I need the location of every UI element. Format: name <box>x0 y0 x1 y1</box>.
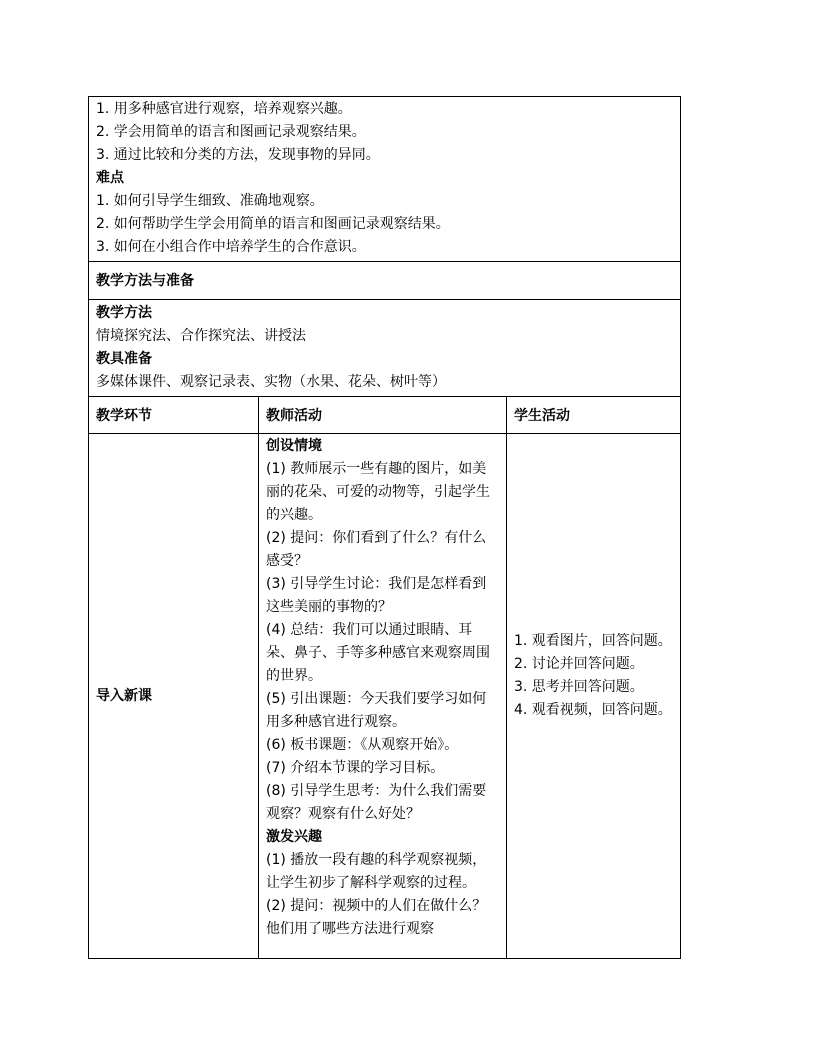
teacher-item: (2) 提问：视频中的人们在做什么？他们用了哪些方法进行观察 <box>266 898 487 937</box>
goals-row <box>89 97 681 262</box>
teacher-item: (4) 总结：我们可以通过眼睛、耳朵、鼻子、手等多种感官来观察周围的世界。 <box>266 622 490 684</box>
methods-cell <box>89 300 681 397</box>
teacher-item: (1) 播放一段有趣的科学观察视频，让学生初步了解科学观察的过程。 <box>266 852 487 891</box>
student-activity-cell <box>507 434 681 959</box>
lesson-plan-table <box>88 96 681 959</box>
teacher-activity-cell <box>259 434 507 959</box>
table-header-row <box>89 397 681 434</box>
stage-cell: 导入新课 <box>89 434 259 959</box>
student-item: 2. 讨论并回答问题。 <box>514 656 644 672</box>
teacher-item: (1) 教师展示一些有趣的图片，如美丽的花朵、可爱的动物等，引起学生的兴趣。 <box>266 461 490 523</box>
teacher-item: (6) 板书课题：《从观察开始》。 <box>266 737 459 753</box>
methods-title: 教学方法与准备 <box>89 262 681 300</box>
table-row <box>89 434 681 959</box>
methods-title-row <box>89 262 681 300</box>
document-page <box>88 96 680 959</box>
teacher-item: (3) 引导学生讨论：我们是怎样看到这些美丽的事物的？ <box>266 576 487 615</box>
difficulty-item: 2. 如何帮助学生学会用简单的语言和图画记录观察结果。 <box>96 216 450 232</box>
tools-text: 多媒体课件、观察记录表、实物（水果、花朵、树叶等） <box>96 374 446 390</box>
methods-text: 情境探究法、合作探究法、讲授法 <box>96 328 306 344</box>
goal-item: 1. 用多种感官进行观察，培养观察兴趣。 <box>96 101 352 117</box>
teacher-item: (5) 引出课题：今天我们要学习如何用多种感官进行观察。 <box>266 691 487 730</box>
methods-heading: 教学方法 <box>96 305 152 321</box>
student-item: 1. 观看图片，回答问题。 <box>514 633 672 649</box>
difficulty-item: 1. 如何引导学生细致、准确地观察。 <box>96 193 324 209</box>
student-item: 4. 观看视频，回答问题。 <box>514 702 672 718</box>
header-teacher: 教师活动 <box>259 397 507 434</box>
teacher-item: (8) 引导学生思考：为什么我们需要观察？观察有什么好处？ <box>266 783 487 822</box>
goal-item: 3. 通过比较和分类的方法，发现事物的异同。 <box>96 147 380 163</box>
teacher-heading: 创设情境 <box>266 438 322 454</box>
difficulty-heading: 难点 <box>96 170 124 186</box>
tools-heading: 教具准备 <box>96 351 152 367</box>
goal-item: 2. 学会用简单的语言和图画记录观察结果。 <box>96 124 366 140</box>
methods-row <box>89 300 681 397</box>
teacher-item: (7) 介绍本节课的学习目标。 <box>266 760 445 776</box>
header-student: 学生活动 <box>507 397 681 434</box>
goals-cell <box>89 97 681 262</box>
header-stage: 教学环节 <box>89 397 259 434</box>
difficulty-item: 3. 如何在小组合作中培养学生的合作意识。 <box>96 239 366 255</box>
student-item: 3. 思考并回答问题。 <box>514 679 644 695</box>
teacher-item: (2) 提问：你们看到了什么？有什么感受？ <box>266 530 487 569</box>
teacher-heading: 激发兴趣 <box>266 829 322 845</box>
